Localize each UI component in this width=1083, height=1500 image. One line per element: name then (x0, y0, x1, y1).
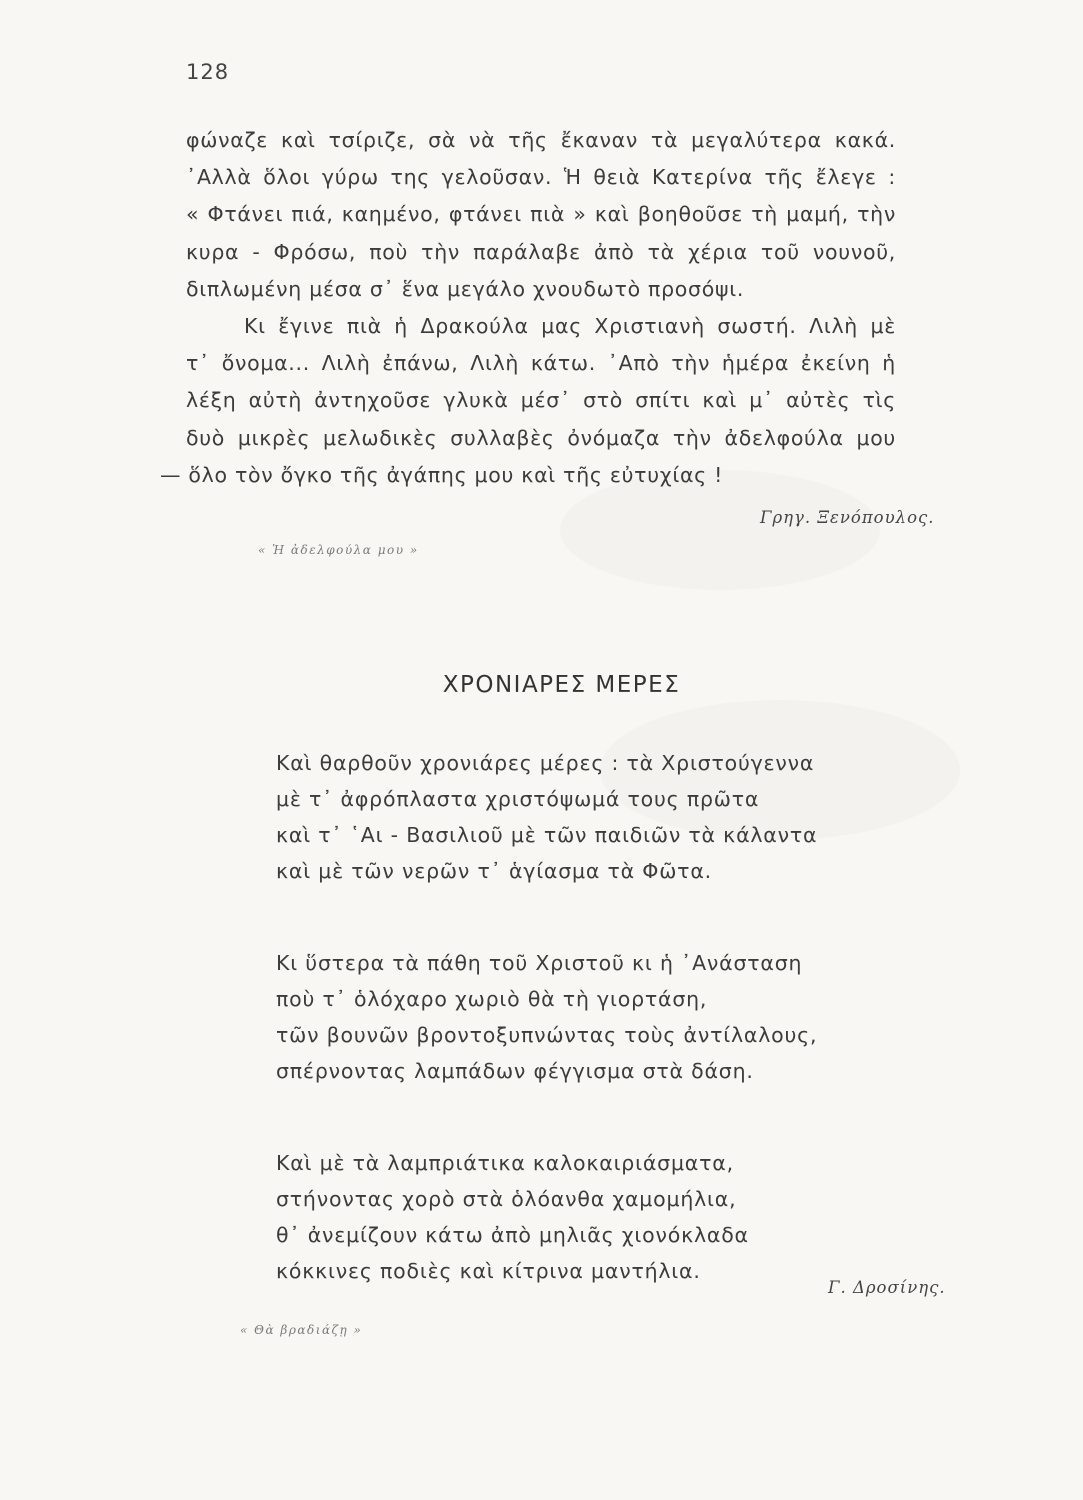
poem-verse: καὶ μὲ τῶν νερῶν τ᾿ ἁγίασμα τὰ Φῶτα. (276, 859, 712, 883)
poem-verse: σπέρνοντας λαμπάδων φέγγισμα στὰ δάση. (276, 1059, 754, 1083)
poem-body (276, 745, 956, 1345)
prose-author-signature: Γρηγ. Ξενόπουλος. (760, 508, 935, 527)
prose-line: δυὸ μικρὲς μελωδικὲς συλλαβὲς ὀνόμαζα τὴν ἀδελφούλα μου (186, 425, 896, 450)
prose-line: φώναζε καὶ τσίριζε, σὰ νὰ τῆς ἔκαναν τὰ μεγαλύτερα κακά. (186, 128, 896, 152)
poem-stanza (276, 745, 956, 889)
poem-source-citation: « Θὰ βραδιάζῃ » (240, 1323, 363, 1337)
poem-verse: καὶ τ᾿ ῾Αι - Βασιλιοῦ μὲ τῶν παιδιῶν τὰ κάλαντα (276, 823, 818, 847)
poem-verse: Καὶ μὲ τὰ λαμπριάτικα καλοκαιριάσματα, (276, 1151, 734, 1175)
poem-author-signature: Γ. Δροσίνης. (828, 1278, 946, 1297)
page-number: 128 (186, 60, 230, 84)
prose-line: ᾿Αλλὰ ὅλοι γύρω της γελοῦσαν. Ἡ θειὰ Κατερίνα τῆς ἔλεγε : (186, 165, 896, 190)
prose-passage (160, 122, 896, 494)
poem-stanza (276, 945, 956, 1089)
poem-stanza (276, 1145, 956, 1289)
poem-verse: ποὺ τ᾿ ὁλόχαρο χωριὸ θὰ τὴ γιορτάση, (276, 987, 708, 1011)
poem-verse: μὲ τ᾿ ἀφρόπλαστα χριστόψωμά τους πρῶτα (276, 787, 760, 811)
prose-source-citation: « Ἡ ἀδελφούλα μου » (258, 543, 419, 557)
poem-verse: Καὶ θαρθοῦν χρονιάρες μέρες : τὰ Χριστούγεννα (276, 751, 815, 775)
poem-verse: θ᾿ ἀνεμίζουν κάτω ἀπὸ μηλιᾶς χιονόκλαδα (276, 1223, 749, 1247)
prose-line: τ᾿ ὄνομα... Λιλὴ ἐπάνω, Λιλὴ κάτω. ᾿Απὸ τὴν ἡμέρα ἐκείνη ἡ (186, 351, 896, 376)
poem-verse: κόκκινες ποδιὲς καὶ κίτρινα μαντήλια. (276, 1259, 701, 1283)
poem-verse: Κι ὕστερα τὰ πάθη τοῦ Χριστοῦ κι ἡ ᾿Ανάσταση (276, 951, 803, 975)
prose-line: κυρα - Φρόσω, ποὺ τὴν παράλαβε ἀπὸ τὰ χέρια τοῦ νουνοῦ, (186, 239, 896, 264)
poem-verse: στήνοντας χορὸ στὰ ὁλόανθα χαμομήλια, (276, 1187, 737, 1211)
poem-verse: τῶν βουνῶν βροντοξυπνώντας τοὺς ἀντίλαλους, (276, 1023, 818, 1047)
prose-line: διπλωμένη μέσα σ᾿ ἕνα μεγάλο χνουδωτὸ προσόψι. (186, 276, 745, 301)
prose-line: — ὅλο τὸν ὄγκο τῆς ἀγάπης μου καὶ τῆς εὐτυχίας ! (160, 462, 724, 487)
prose-line: « Φτάνει πιά, καημένο, φτάνει πιὰ » καὶ βοηθοῦσε τὴ μαμή, τὴν (186, 202, 896, 227)
prose-line: λέξη αὐτὴ ἀντηχοῦσε γλυκὰ μέσ᾿ στὸ σπίτι καὶ μ᾿ αὐτὲς τὶς (186, 388, 896, 413)
poem-title: ΧΡΟΝΙΑΡΕΣ ΜΕΡΕΣ (442, 672, 681, 698)
prose-line: Κι ἔγινε πιὰ ἡ Δρακούλα μας Χριστιανὴ σωστή. Λιλὴ μὲ (244, 314, 896, 339)
